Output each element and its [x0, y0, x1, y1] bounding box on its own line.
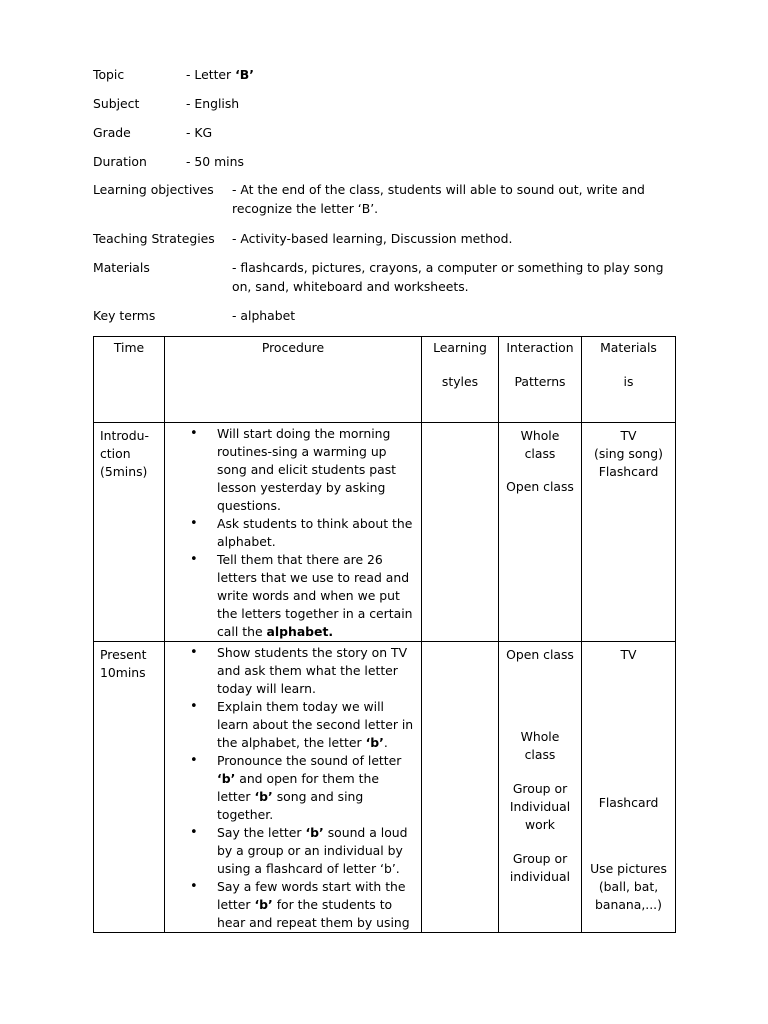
key-terms-label: Key terms	[93, 308, 156, 323]
materials-value: - flashcards, pictures, crayons, a computer or something to play song on, sand, whiteboard and worksheets.	[232, 260, 664, 294]
col-header-materials: Materials is	[582, 337, 676, 423]
list-item: • Say a few words start with the letter ‘b’ for the students to hear and repeat them by using	[217, 878, 415, 932]
intro-materials-cell: TV (sing song) Flashcard	[582, 423, 676, 642]
subject-value: - English	[186, 96, 240, 111]
intro-interaction-cell: Whole class Open class	[499, 423, 582, 642]
topic-label: Topic	[93, 67, 125, 82]
table-header-row	[94, 337, 676, 423]
list-item: • Will start doing the morning routines-sing a warming up song and elicit students past lesson yesterday by asking questions.	[217, 425, 415, 515]
lesson-plan-table	[93, 336, 676, 933]
col-header-time: Time	[94, 337, 165, 423]
intro-procedure-cell	[165, 423, 422, 642]
topic-value: - Letter ‘B’	[186, 67, 254, 82]
grade-value: - KG	[186, 125, 213, 140]
list-item: • Pronounce the sound of letter ‘b’ and open for them the letter ‘b’ song and sing together.	[217, 752, 415, 824]
present-time-cell: Present 10mins	[94, 642, 165, 933]
duration-value: - 50 mins	[186, 154, 244, 169]
present-materials-cell: TV Flashcard Use pictures (ball, bat, banana,...)	[582, 642, 676, 933]
table-row-present	[94, 642, 676, 933]
materials-label: Materials	[93, 260, 150, 275]
present-learning-styles-cell	[422, 642, 499, 933]
list-item: • Ask students to think about the alphabet.	[217, 515, 415, 551]
grade-label: Grade	[93, 125, 131, 140]
strategies-value: - Activity-based learning, Discussion method.	[232, 231, 513, 246]
key-terms-value: - alphabet	[232, 308, 296, 323]
present-procedure-cell	[165, 642, 422, 933]
subject-label: Subject	[93, 96, 140, 111]
col-header-interaction-patterns: Interaction Patterns	[499, 337, 582, 423]
intro-time-cell: Introdu- ction (5mins)	[94, 423, 165, 642]
intro-learning-styles-cell	[422, 423, 499, 642]
list-item: • Show students the story on TV and ask them what the letter today will learn.	[217, 644, 415, 698]
present-procedure-list	[165, 644, 421, 932]
objectives-label: Learning objectives	[93, 182, 214, 197]
table-row-introduction	[94, 423, 676, 642]
list-item: • Explain them today we will learn about the second letter in the alphabet, the letter ‘b’.	[217, 698, 415, 752]
present-interaction-cell: Open class Whole class Group or Individual work Group or individual	[499, 642, 582, 933]
duration-label: Duration	[93, 154, 147, 169]
list-item: • Tell them that there are 26 letters that we use to read and write words and when we put the letters together in a certain call the alphabet.	[217, 551, 415, 641]
col-header-procedure: Procedure	[165, 337, 422, 423]
col-header-learning-styles: Learning styles	[422, 337, 499, 423]
objectives-value: - At the end of the class, students will able to sound out, write and recognize the letter ‘B’.	[232, 182, 645, 216]
strategies-label: Teaching Strategies	[93, 231, 215, 246]
intro-procedure-list	[165, 425, 421, 641]
list-item: • Say the letter ‘b’ sound a loud by a group or an individual by using a flashcard of letter ‘b’.	[217, 824, 415, 878]
